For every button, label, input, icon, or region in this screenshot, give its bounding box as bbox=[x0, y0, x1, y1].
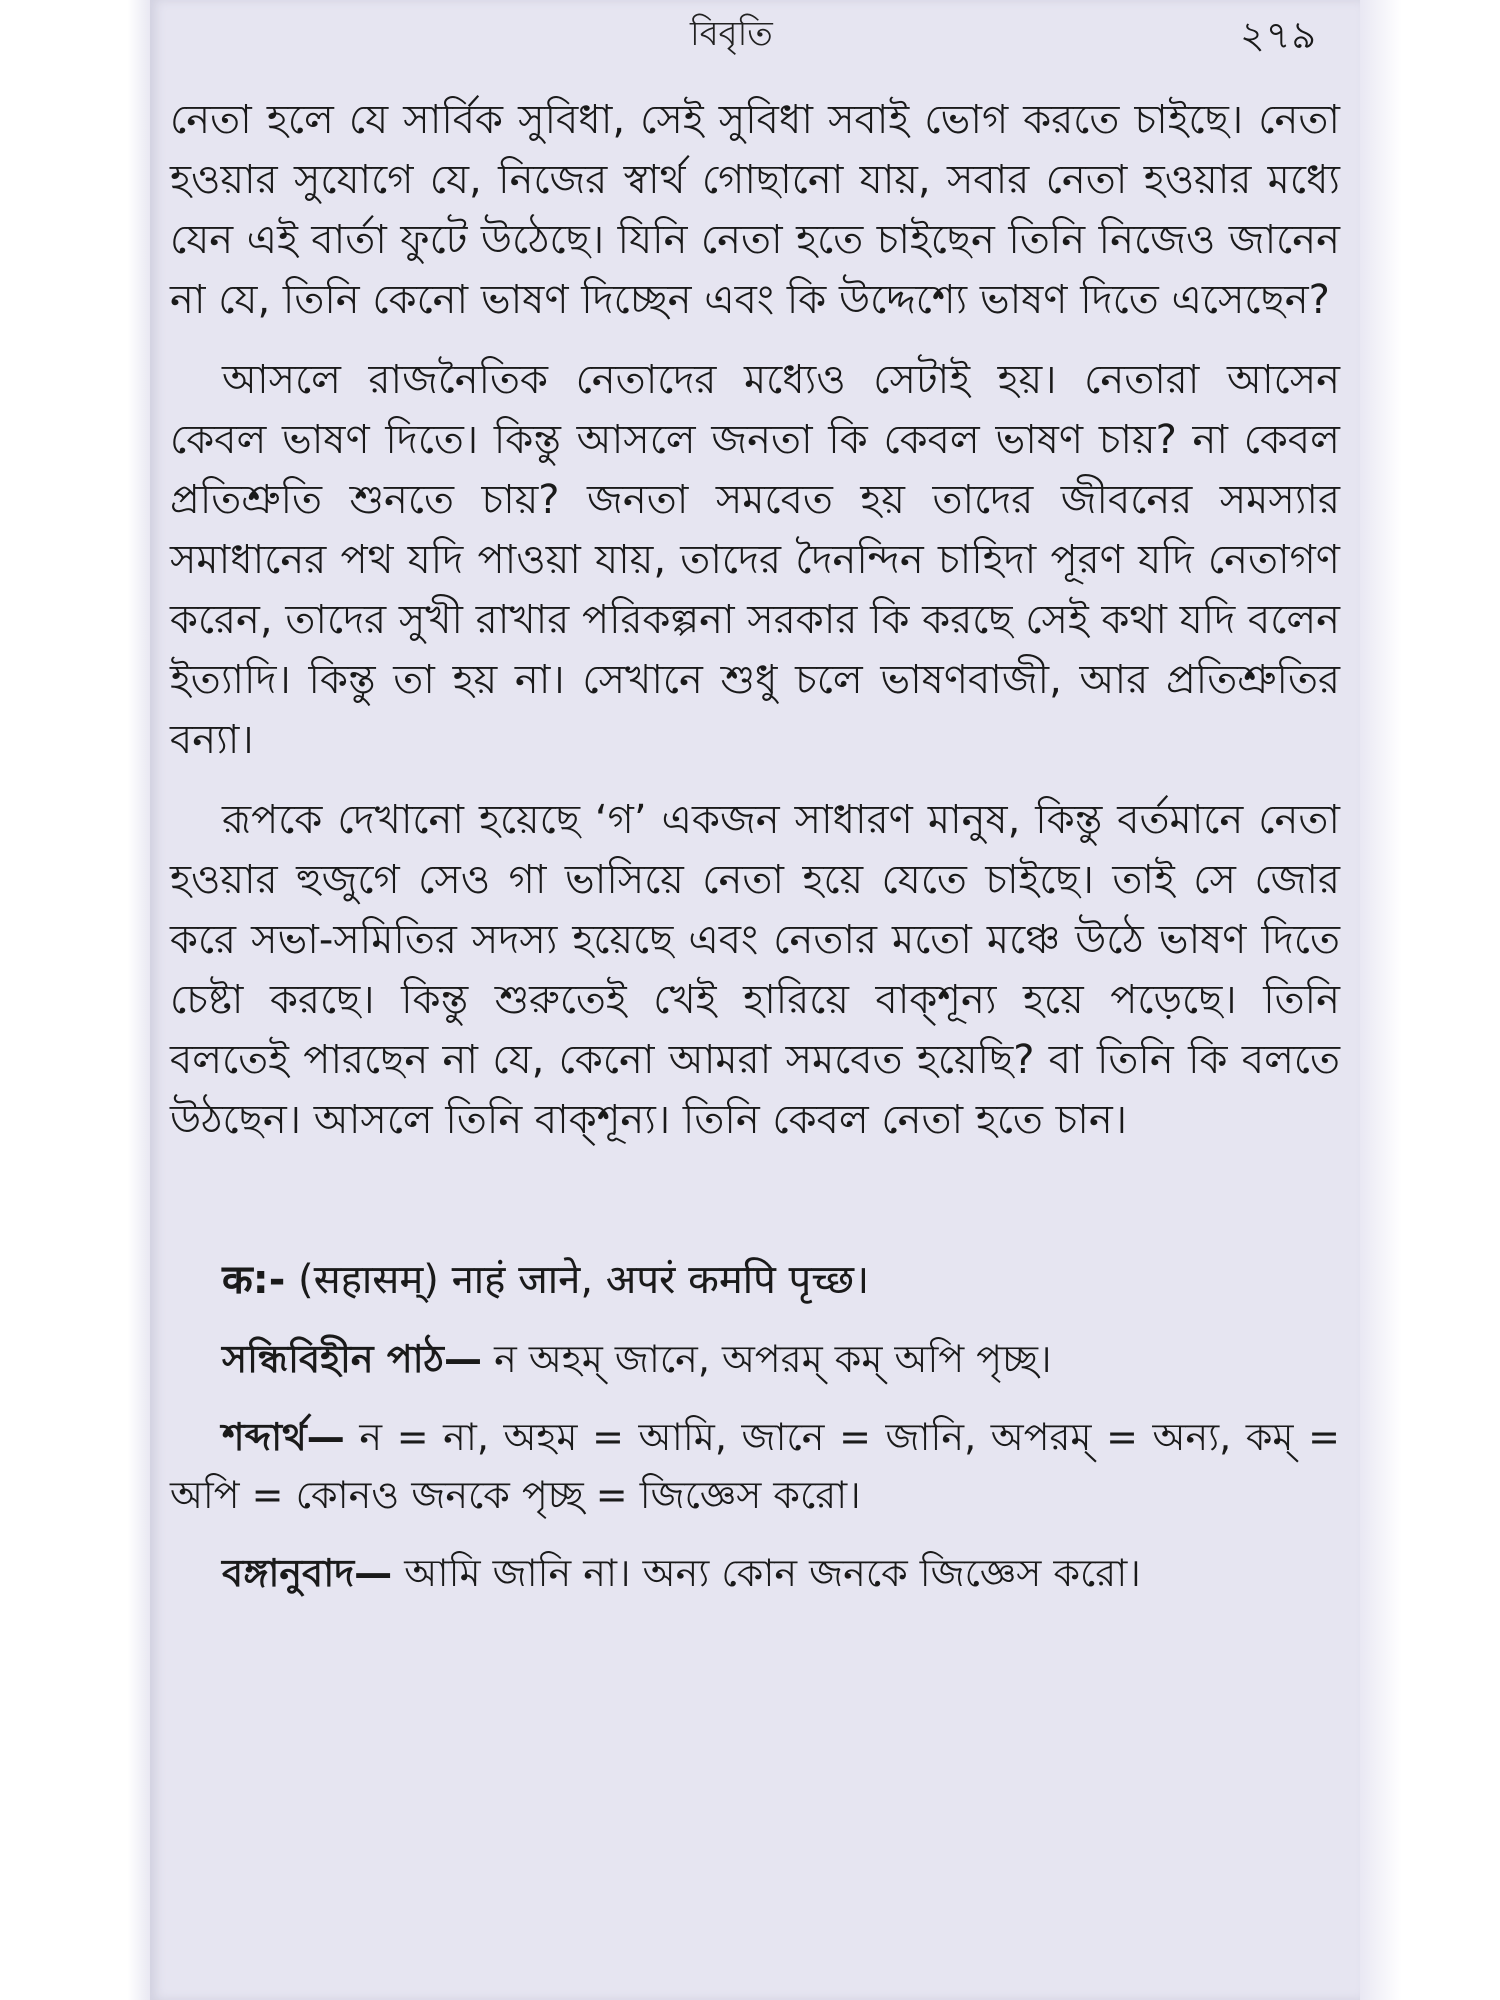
page-number: ২৭৯ bbox=[1240, 13, 1318, 57]
sandhi-text: ন অহম্ জানে, অপরম্ কম্ অপি পৃচ্ছ। bbox=[494, 1337, 1052, 1381]
dialogue-text: (सहासम्) नाहं जाने, अपरं कमपि पृच्छ। bbox=[298, 1257, 870, 1303]
running-head: বিবৃতি bbox=[690, 14, 773, 54]
paragraph-2: আসলে রাজনৈতিক নেতাদের মধ্যেও সেটাই হয়। নেতারা আসেন কেবল ভাষণ দিতে। কিন্তু আসলে জনতা কি কেবল ভাষণ চায়? না কেবল প্রতিশ্রুতি শুনতে চায়? জনতা সমবেত হয় তাদের জীবনের সমস্যার সমাধানের পথ যদি পাওয়া যায়, তাদের দৈনন্দিন চাহিদা পূরণ যদি নেতাগণ করেন, তাদের সুখী রাখার পরিকল্পনা সরকার কি করছে সেই কথা যদি বলেন ইত্যাদি। কিন্তু তা হয় না। সেখানে শুধু চলে ভাষণবাজী, আর প্রতিশ্রুতির বন্যা। bbox=[170, 357, 1340, 763]
translation-note bbox=[170, 1544, 1340, 1602]
body-text bbox=[170, 90, 1340, 1602]
left-margin bbox=[0, 0, 150, 2000]
sanskrit-dialogue bbox=[170, 1250, 1340, 1310]
meaning-note bbox=[170, 1408, 1340, 1524]
speaker-label: क:- bbox=[222, 1257, 286, 1303]
paragraph-3: রূপকে দেখানো হয়েছে ‘গ’ একজন সাধারণ মানুষ, কিন্তু বর্তমানে নেতা হওয়ার হুজুগে সেও গা ভাসিয়ে নেতা হয়ে যেতে চাইছে। তাই সে জোর করে সভা-সমিতির সদস্য হয়েছে এবং নেতার মতো মঞ্চে উঠে ভাষণ দিতে চেষ্টা করছে। কিন্তু শুরুতেই খেই হারিয়ে বাক্‌শূন্য হয়ে পড়েছে। তিনি বলতেই পারছেন না যে, কেনো আমরা সমবেত হয়েছি? বা তিনি কি বলতে উঠছেন। আসলে তিনি বাক্‌শূন্য। তিনি কেবল নেতা হতে চান। bbox=[170, 797, 1340, 1143]
translation-label: বঙ্গানুবাদ— bbox=[222, 1551, 393, 1595]
right-margin bbox=[1360, 0, 1500, 2000]
meaning-label: শব্দার্থ— bbox=[222, 1415, 345, 1459]
paragraph-1: নেতা হলে যে সার্বিক সুবিধা, সেই সুবিধা সবাই ভোগ করতে চাইছে। নেতা হওয়ার সুযোগে যে, নিজের স্বার্থ গোছানো যায়, সবার নেতা হওয়ার মধ্যে যেন এই বার্তা ফুটে উঠেছে। যিনি নেতা হতে চাইছেন তিনি নিজেও জানেন না যে, তিনি কেনো ভাষণ দিচ্ছেন এবং কি উদ্দেশ্যে ভাষণ দিতে এসেছেন? bbox=[170, 97, 1340, 323]
translation-text: আমি জানি না। অন্য কোন জনকে জিজ্ঞেস করো। bbox=[404, 1551, 1141, 1595]
sandhi-label: সন্ধিবিহীন পাঠ— bbox=[222, 1337, 482, 1381]
meaning-text: ন = না, অহম = আমি, জানে = জানি, অপরম্ = অন্য, কম্ = অপি = কোনও জনকে পৃচ্ছ = জিজ্ঞেস করো। bbox=[170, 1415, 1340, 1517]
sandhi-note bbox=[170, 1330, 1340, 1388]
